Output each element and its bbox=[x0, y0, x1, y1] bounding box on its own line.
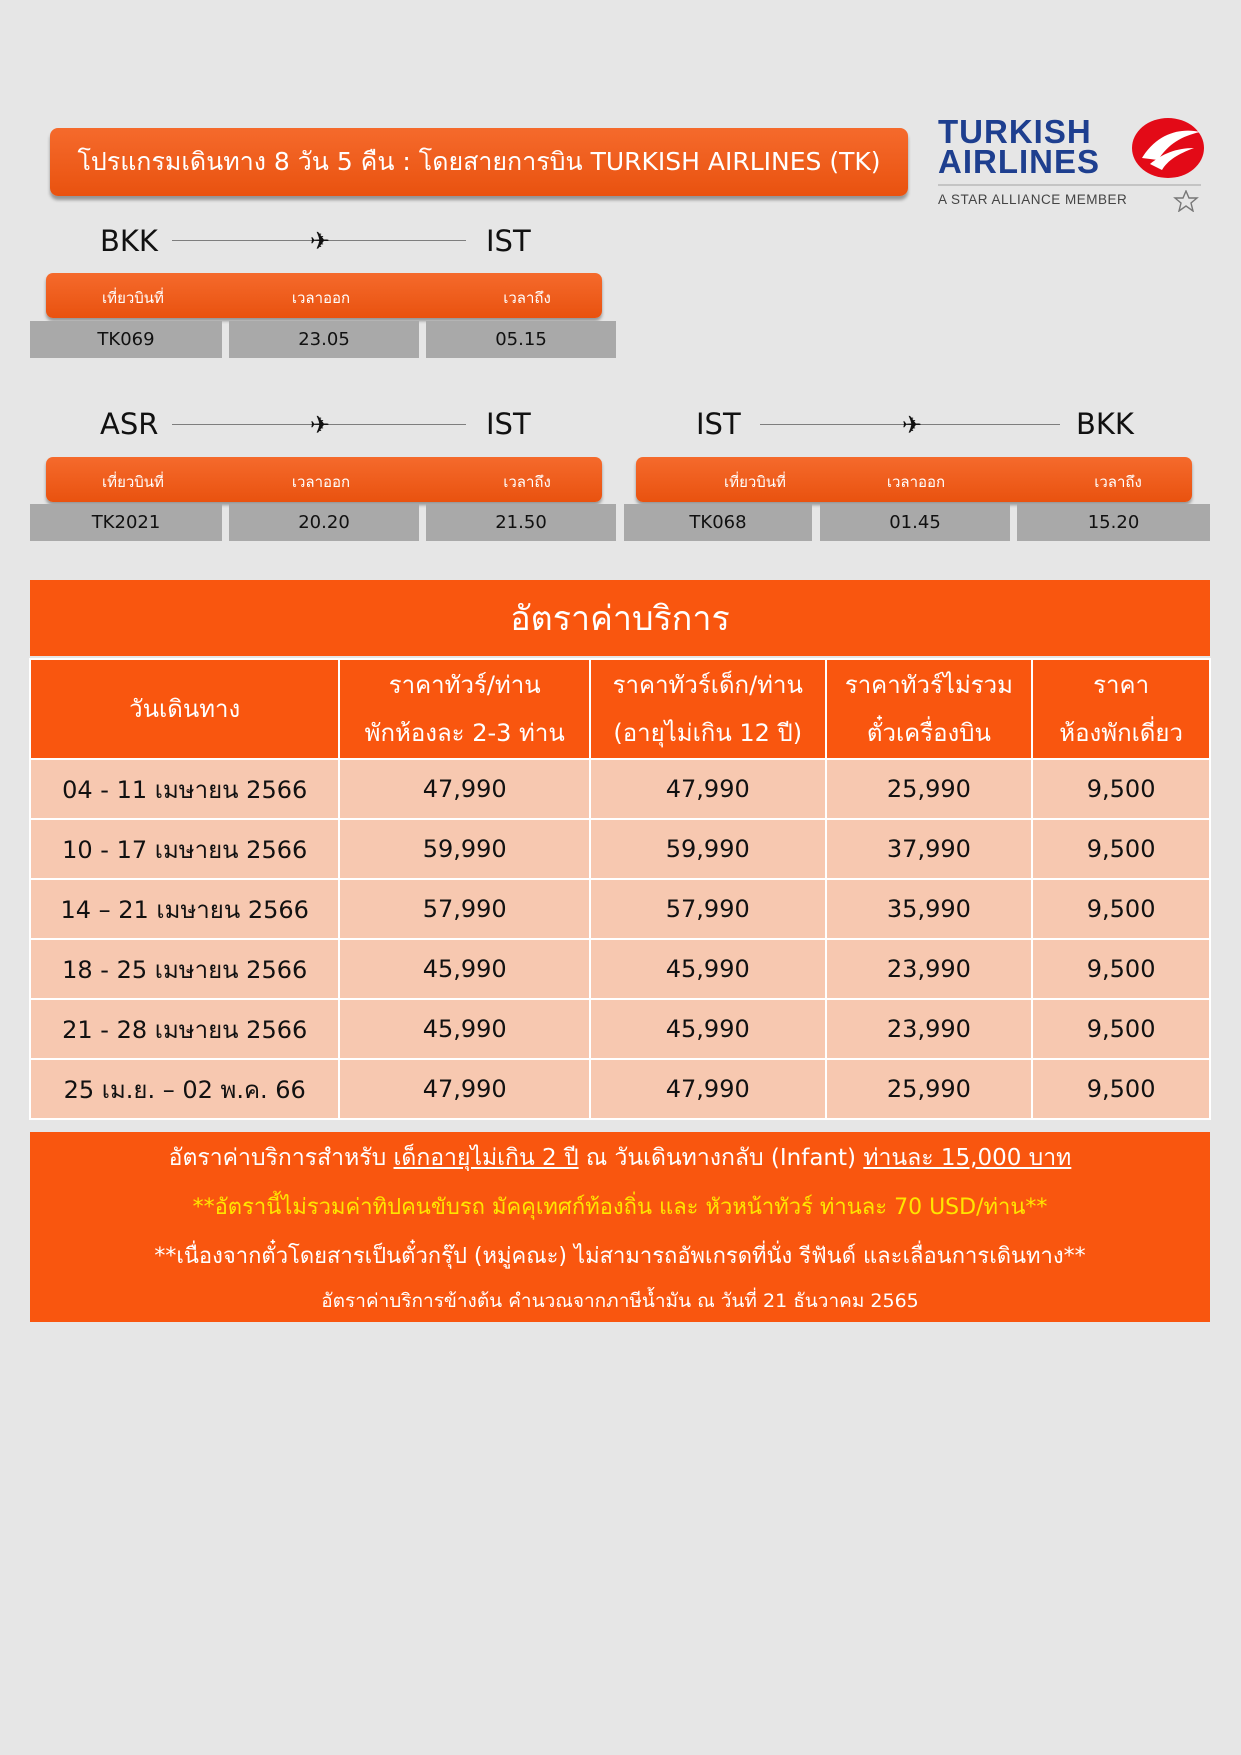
adult-price: 47,990 bbox=[339, 759, 590, 819]
arrive-header: เวลาถึง bbox=[1094, 473, 1142, 491]
table-row bbox=[30, 1059, 1210, 1119]
flight-no-header: เที่ยวบินที่ bbox=[102, 289, 164, 307]
travel-date: 25 เม.ย. – 02 พ.ค. 66 bbox=[30, 1059, 339, 1119]
adult-price: 45,990 bbox=[339, 939, 590, 999]
flight-2-arrive: 21.50 bbox=[426, 504, 616, 541]
no-ticket-price: 25,990 bbox=[826, 759, 1033, 819]
flight-1-arrive: 05.15 bbox=[426, 321, 616, 358]
adult-price: 45,990 bbox=[339, 999, 590, 1059]
infant-price: ท่านละ 15,000 บาท bbox=[863, 1145, 1072, 1171]
flight-2-number: TK2021 bbox=[30, 504, 222, 541]
route-2-destination: IST bbox=[486, 407, 531, 441]
single-room-price: 9,500 bbox=[1032, 759, 1210, 819]
program-title-banner bbox=[50, 128, 908, 196]
flight-3-depart: 01.45 bbox=[820, 504, 1010, 541]
flight-3-number: TK068 bbox=[624, 504, 812, 541]
flight-no-header: เที่ยวบินที่ bbox=[102, 473, 164, 491]
route-1-origin: BKK bbox=[100, 224, 158, 258]
child-price: 45,990 bbox=[590, 999, 826, 1059]
flight-1-header bbox=[46, 273, 602, 318]
child-price: 59,990 bbox=[590, 819, 826, 879]
price-table-header-row bbox=[30, 659, 1210, 759]
flight-2-depart: 20.20 bbox=[229, 504, 419, 541]
no-ticket-price: 25,990 bbox=[826, 1059, 1033, 1119]
header-child-price: ราคาทัวร์เด็ก/ท่าน (อายุไม่เกิน 12 ปี) bbox=[590, 659, 826, 759]
arrive-header: เวลาถึง bbox=[503, 473, 551, 491]
route-3-origin: IST bbox=[696, 407, 741, 441]
turkish-airlines-logo bbox=[936, 110, 1206, 215]
airline-emblem-icon bbox=[1128, 114, 1206, 180]
header-single-room: ราคา ห้องพักเดี่ยว bbox=[1032, 659, 1210, 759]
child-price: 45,990 bbox=[590, 939, 826, 999]
child-price: 47,990 bbox=[590, 1059, 826, 1119]
price-table-title bbox=[30, 580, 1210, 656]
airplane-icon: ✈ bbox=[902, 411, 923, 439]
program-title: โปรแกรมเดินทาง 8 วัน 5 คืน : โดยสายการบิน TURKISH AIRLINES (TK) bbox=[77, 147, 881, 176]
travel-date: 18 - 25 เมษายน 2566 bbox=[30, 939, 339, 999]
logo-line-1: TURKISH bbox=[938, 113, 1092, 150]
adult-price: 59,990 bbox=[339, 819, 590, 879]
travel-date: 21 - 28 เมษายน 2566 bbox=[30, 999, 339, 1059]
header-adult-price: ราคาทัวร์/ท่าน พักห้องละ 2-3 ท่าน bbox=[339, 659, 590, 759]
price-notes bbox=[30, 1132, 1210, 1322]
flight-1-depart: 23.05 bbox=[229, 321, 419, 358]
no-ticket-price: 35,990 bbox=[826, 879, 1033, 939]
table-row bbox=[30, 879, 1210, 939]
price-table-title-text: อัตราค่าบริการ bbox=[510, 599, 730, 639]
infant-age: เด็กอายุไม่เกิน 2 ปี bbox=[393, 1145, 579, 1171]
flight-3-header bbox=[636, 457, 1192, 502]
flight-3-arrive: 15.20 bbox=[1017, 504, 1210, 541]
route-1-destination: IST bbox=[486, 224, 531, 258]
travel-date: 14 – 21 เมษายน 2566 bbox=[30, 879, 339, 939]
table-row bbox=[30, 759, 1210, 819]
flight-1-number: TK069 bbox=[30, 321, 222, 358]
travel-date: 10 - 17 เมษายน 2566 bbox=[30, 819, 339, 879]
no-ticket-price: 23,990 bbox=[826, 939, 1033, 999]
flight-2-header bbox=[46, 457, 602, 502]
depart-header: เวลาออก bbox=[886, 473, 946, 491]
depart-header: เวลาออก bbox=[291, 289, 351, 307]
star-alliance-icon bbox=[1170, 190, 1202, 212]
group-ticket-note: **เนื่องจากตั๋วโดยสารเป็นตั๋วกรุ๊ป (หมู่คณะ) ไม่สามารถอัพเกรดที่นั่ง รีฟันด์ และเลื่อนการเดินทาง** bbox=[154, 1244, 1086, 1269]
single-room-price: 9,500 bbox=[1032, 819, 1210, 879]
tip-note: **อัตรานี้ไม่รวมค่าทิปคนขับรถ มัคคุเทศก์ท้องถิ่น และ หัวหน้าทัวร์ ท่านละ 70 USD/ท่าน** bbox=[192, 1195, 1048, 1220]
adult-price: 47,990 bbox=[339, 1059, 590, 1119]
logo-line-2: AIRLINES bbox=[938, 143, 1101, 180]
single-room-price: 9,500 bbox=[1032, 1059, 1210, 1119]
logo-divider bbox=[938, 184, 1201, 186]
route-2-origin: ASR bbox=[100, 407, 159, 441]
depart-header: เวลาออก bbox=[291, 473, 351, 491]
child-price: 47,990 bbox=[590, 759, 826, 819]
single-room-price: 9,500 bbox=[1032, 999, 1210, 1059]
travel-date: 04 - 11 เมษายน 2566 bbox=[30, 759, 339, 819]
single-room-price: 9,500 bbox=[1032, 879, 1210, 939]
single-room-price: 9,500 bbox=[1032, 939, 1210, 999]
table-row bbox=[30, 819, 1210, 879]
airplane-icon: ✈ bbox=[310, 227, 331, 255]
table-row bbox=[30, 999, 1210, 1059]
table-row bbox=[30, 939, 1210, 999]
infant-price-note: อัตราค่าบริการสำหรับ เด็กอายุไม่เกิน 2 ปี ณ วันเดินทางกลับ (Infant) ท่านละ 15,000 บาท bbox=[168, 1145, 1072, 1171]
header-travel-date: วันเดินทาง bbox=[30, 659, 339, 759]
header-no-ticket-price: ราคาทัวร์ไม่รวม ตั๋วเครื่องบิน bbox=[826, 659, 1033, 759]
arrive-header: เวลาถึง bbox=[503, 289, 551, 307]
airplane-icon: ✈ bbox=[310, 411, 331, 439]
adult-price: 57,990 bbox=[339, 879, 590, 939]
no-ticket-price: 23,990 bbox=[826, 999, 1033, 1059]
flight-no-header: เที่ยวบินที่ bbox=[724, 473, 786, 491]
child-price: 57,990 bbox=[590, 879, 826, 939]
fuel-surcharge-note: อัตราค่าบริการข้างต้น คำนวณจากภาษีน้ำมัน ณ วันที่ 21 ธันวาคม 2565 bbox=[321, 1290, 919, 1312]
price-table bbox=[29, 658, 1211, 1120]
no-ticket-price: 37,990 bbox=[826, 819, 1033, 879]
logo-tagline: A STAR ALLIANCE MEMBER bbox=[938, 192, 1128, 207]
route-3-destination: BKK bbox=[1076, 407, 1134, 441]
